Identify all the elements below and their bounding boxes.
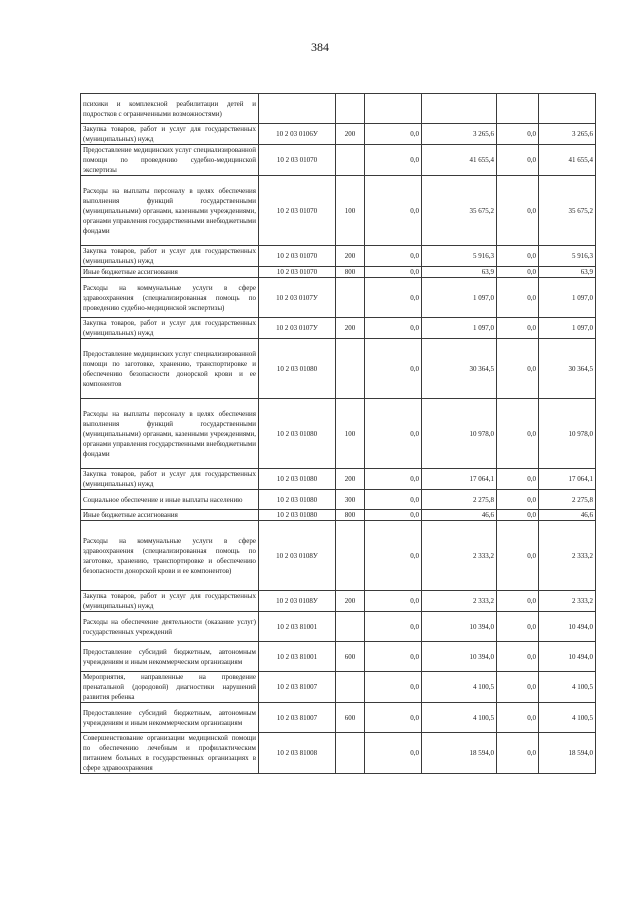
row-name-cell: Мероприятия, направленные на проведение пренатальной (дородовой) диагностики нарушений развития ребенка: [81, 672, 259, 703]
row-amount-2-cell: 10 394,0: [422, 612, 497, 642]
row-code-cell: 10 2 03 01070: [259, 246, 336, 267]
row-amount-4-cell: 17 064,1: [539, 469, 596, 490]
row-amount-1-cell: 0,0: [365, 469, 422, 490]
row-amount-3-cell: 0,0: [497, 278, 539, 318]
row-amount-3-cell: 0,0: [497, 124, 539, 145]
row-code-cell: 10 2 03 0108У: [259, 521, 336, 591]
row-amount-2-cell: 1 097,0: [422, 278, 497, 318]
row-name-cell: Предоставление медицинских услуг специализированной помощи по заготовке, хранению, транспортировке и обеспечению безопасности донорской крови и ее компонентов: [81, 339, 259, 399]
row-expense-type-cell: 800: [336, 510, 365, 521]
row-name-cell: Закупка товаров, работ и услуг для государственных (муниципальных) нужд: [81, 591, 259, 612]
table-row: [81, 521, 596, 591]
row-code-cell: 10 2 03 0107У: [259, 278, 336, 318]
table-row: [81, 510, 596, 521]
row-amount-2-cell: 10 978,0: [422, 399, 497, 469]
row-amount-4-cell: 10 494,0: [539, 612, 596, 642]
table-row: [81, 339, 596, 399]
row-amount-1-cell: 0,0: [365, 642, 422, 672]
table-row: [81, 469, 596, 490]
row-amount-3-cell: 0,0: [497, 145, 539, 176]
row-amount-4-cell: 41 655,4: [539, 145, 596, 176]
row-amount-3-cell: 0,0: [497, 510, 539, 521]
row-expense-type-cell: [336, 672, 365, 703]
table-body: [81, 94, 596, 774]
row-amount-2-cell: 18 594,0: [422, 733, 497, 774]
row-amount-2-cell: 2 275,8: [422, 490, 497, 510]
row-amount-1-cell: 0,0: [365, 246, 422, 267]
row-expense-type-cell: 800: [336, 267, 365, 278]
row-amount-3-cell: 0,0: [497, 642, 539, 672]
row-code-cell: [259, 94, 336, 124]
table-row: [81, 612, 596, 642]
row-expense-type-cell: [336, 145, 365, 176]
table-row: [81, 267, 596, 278]
row-name-cell: Социальное обеспечение и иные выплаты населению: [81, 490, 259, 510]
row-code-cell: 10 2 03 0106У: [259, 124, 336, 145]
row-amount-2-cell: 63,9: [422, 267, 497, 278]
row-amount-4-cell: 46,6: [539, 510, 596, 521]
row-amount-4-cell: 3 265,6: [539, 124, 596, 145]
row-amount-4-cell: 30 364,5: [539, 339, 596, 399]
row-amount-2-cell: 1 097,0: [422, 318, 497, 339]
row-amount-4-cell: 18 594,0: [539, 733, 596, 774]
row-name-cell: Предоставление субсидий бюджетным, автономным учреждениям и иным некоммерческим организациям: [81, 642, 259, 672]
row-code-cell: 10 2 03 0107У: [259, 318, 336, 339]
table-row: [81, 703, 596, 733]
row-amount-1-cell: 0,0: [365, 672, 422, 703]
row-amount-4-cell: 2 275,8: [539, 490, 596, 510]
row-amount-4-cell: 4 100,5: [539, 672, 596, 703]
row-name-cell: Предоставление медицинских услуг специализированной помощи по проведению судебно-медицинской экспертизы: [81, 145, 259, 176]
row-expense-type-cell: 600: [336, 703, 365, 733]
table-row: [81, 278, 596, 318]
row-amount-1-cell: [365, 94, 422, 124]
row-amount-3-cell: 0,0: [497, 703, 539, 733]
row-amount-3-cell: [497, 94, 539, 124]
row-expense-type-cell: [336, 278, 365, 318]
row-name-cell: Расходы на коммунальные услуги в сфере здравоохранения (специализированная помощь по проведению судебно-медицинской экспертизы): [81, 278, 259, 318]
table-row: [81, 176, 596, 246]
row-expense-type-cell: 100: [336, 176, 365, 246]
row-name-cell: Закупка товаров, работ и услуг для государственных (муниципальных) нужд: [81, 246, 259, 267]
row-amount-4-cell: 2 333,2: [539, 591, 596, 612]
row-amount-1-cell: 0,0: [365, 267, 422, 278]
table-row: [81, 733, 596, 774]
row-amount-4-cell: 1 097,0: [539, 318, 596, 339]
row-amount-2-cell: 35 675,2: [422, 176, 497, 246]
row-amount-3-cell: 0,0: [497, 612, 539, 642]
row-code-cell: 10 2 03 81001: [259, 642, 336, 672]
row-amount-2-cell: 3 265,6: [422, 124, 497, 145]
row-amount-1-cell: 0,0: [365, 124, 422, 145]
row-name-cell: Иные бюджетные ассигнования: [81, 267, 259, 278]
row-expense-type-cell: 100: [336, 399, 365, 469]
row-amount-1-cell: 0,0: [365, 399, 422, 469]
row-amount-2-cell: 46,6: [422, 510, 497, 521]
row-name-cell: Закупка товаров, работ и услуг для государственных (муниципальных) нужд: [81, 124, 259, 145]
row-amount-1-cell: 0,0: [365, 145, 422, 176]
table-row: [81, 399, 596, 469]
row-amount-1-cell: 0,0: [365, 490, 422, 510]
row-code-cell: 10 2 03 81007: [259, 672, 336, 703]
row-amount-1-cell: 0,0: [365, 703, 422, 733]
row-amount-1-cell: 0,0: [365, 521, 422, 591]
row-amount-4-cell: 63,9: [539, 267, 596, 278]
row-amount-2-cell: 5 916,3: [422, 246, 497, 267]
row-expense-type-cell: [336, 339, 365, 399]
row-amount-3-cell: 0,0: [497, 733, 539, 774]
row-amount-1-cell: 0,0: [365, 733, 422, 774]
row-amount-2-cell: 10 394,0: [422, 642, 497, 672]
row-code-cell: 10 2 03 01070: [259, 176, 336, 246]
table-row: [81, 490, 596, 510]
row-name-cell: Закупка товаров, работ и услуг для государственных (муниципальных) нужд: [81, 318, 259, 339]
row-amount-4-cell: 10 978,0: [539, 399, 596, 469]
row-expense-type-cell: 200: [336, 124, 365, 145]
row-amount-1-cell: 0,0: [365, 176, 422, 246]
row-amount-4-cell: 5 916,3: [539, 246, 596, 267]
row-amount-1-cell: 0,0: [365, 612, 422, 642]
row-name-cell: Иные бюджетные ассигнования: [81, 510, 259, 521]
row-amount-4-cell: 4 100,5: [539, 703, 596, 733]
row-name-cell: Расходы на выплаты персоналу в целях обеспечения выполнения функций государственными (муниципальными) органами, казенными учреждениями, органами управления государственными внебюджетными фондами: [81, 176, 259, 246]
row-amount-2-cell: 4 100,5: [422, 672, 497, 703]
row-expense-type-cell: 200: [336, 318, 365, 339]
row-code-cell: 10 2 03 01080: [259, 510, 336, 521]
row-amount-4-cell: 35 675,2: [539, 176, 596, 246]
row-amount-3-cell: 0,0: [497, 176, 539, 246]
row-amount-1-cell: 0,0: [365, 510, 422, 521]
table-row: [81, 246, 596, 267]
row-name-cell: Расходы на выплаты персоналу в целях обеспечения выполнения функций государственными (муниципальными) органами, казенными учреждениями, органами управления государственными внебюджетными фондами: [81, 399, 259, 469]
row-expense-type-cell: 600: [336, 642, 365, 672]
row-name-cell: Расходы на обеспечение деятельности (оказание услуг) государственных учреждений: [81, 612, 259, 642]
row-amount-2-cell: 2 333,2: [422, 521, 497, 591]
row-amount-3-cell: 0,0: [497, 246, 539, 267]
row-amount-3-cell: 0,0: [497, 399, 539, 469]
row-code-cell: 10 2 03 01080: [259, 339, 336, 399]
table-row: [81, 124, 596, 145]
row-code-cell: 10 2 03 01080: [259, 490, 336, 510]
row-expense-type-cell: 300: [336, 490, 365, 510]
row-code-cell: 10 2 03 81007: [259, 703, 336, 733]
row-amount-4-cell: 1 097,0: [539, 278, 596, 318]
row-amount-2-cell: 30 364,5: [422, 339, 497, 399]
row-amount-2-cell: 2 333,2: [422, 591, 497, 612]
table-row: [81, 672, 596, 703]
table-row: [81, 145, 596, 176]
row-code-cell: 10 2 03 81008: [259, 733, 336, 774]
row-amount-3-cell: 0,0: [497, 521, 539, 591]
row-amount-1-cell: 0,0: [365, 278, 422, 318]
page-number: 384: [311, 40, 329, 54]
row-expense-type-cell: [336, 733, 365, 774]
budget-table: [80, 93, 596, 774]
row-expense-type-cell: [336, 521, 365, 591]
row-amount-3-cell: 0,0: [497, 591, 539, 612]
row-name-cell: Предоставление субсидий бюджетным, автономным учреждениям и иным некоммерческим организациям: [81, 703, 259, 733]
row-amount-3-cell: 0,0: [497, 267, 539, 278]
row-amount-3-cell: 0,0: [497, 339, 539, 399]
row-expense-type-cell: 200: [336, 246, 365, 267]
row-name-cell: Расходы на коммунальные услуги в сфере здравоохранения (специализированная помощь по заготовке, хранению, транспортировке и обеспечению безопасности донорской крови и ее компонентов): [81, 521, 259, 591]
row-name-cell: психики и комплексной реабилитации детей и подростков с ограниченными возможностями): [81, 94, 259, 124]
row-expense-type-cell: 200: [336, 591, 365, 612]
row-name-cell: Закупка товаров, работ и услуг для государственных (муниципальных) нужд: [81, 469, 259, 490]
row-code-cell: 10 2 03 01080: [259, 469, 336, 490]
row-amount-4-cell: [539, 94, 596, 124]
row-code-cell: 10 2 03 01070: [259, 145, 336, 176]
row-amount-1-cell: 0,0: [365, 591, 422, 612]
row-amount-1-cell: 0,0: [365, 339, 422, 399]
table-row: [81, 318, 596, 339]
row-code-cell: 10 2 03 81001: [259, 612, 336, 642]
row-code-cell: 10 2 03 01080: [259, 399, 336, 469]
row-amount-3-cell: 0,0: [497, 318, 539, 339]
row-code-cell: 10 2 03 0108У: [259, 591, 336, 612]
row-amount-4-cell: 2 333,2: [539, 521, 596, 591]
row-name-cell: Совершенствование организации медицинской помощи по обеспечению лечебным и профилактическим питанием больных в государственных организациях в сфере здравоохранения: [81, 733, 259, 774]
row-code-cell: 10 2 03 01070: [259, 267, 336, 278]
row-amount-4-cell: 10 494,0: [539, 642, 596, 672]
row-expense-type-cell: [336, 612, 365, 642]
row-expense-type-cell: [336, 94, 365, 124]
table-row: [81, 591, 596, 612]
row-amount-1-cell: 0,0: [365, 318, 422, 339]
row-amount-3-cell: 0,0: [497, 490, 539, 510]
table-row: [81, 94, 596, 124]
row-amount-2-cell: [422, 94, 497, 124]
row-amount-2-cell: 41 655,4: [422, 145, 497, 176]
row-amount-2-cell: 4 100,5: [422, 703, 497, 733]
row-expense-type-cell: 200: [336, 469, 365, 490]
row-amount-3-cell: 0,0: [497, 672, 539, 703]
table-row: [81, 642, 596, 672]
row-amount-2-cell: 17 064,1: [422, 469, 497, 490]
row-amount-3-cell: 0,0: [497, 469, 539, 490]
